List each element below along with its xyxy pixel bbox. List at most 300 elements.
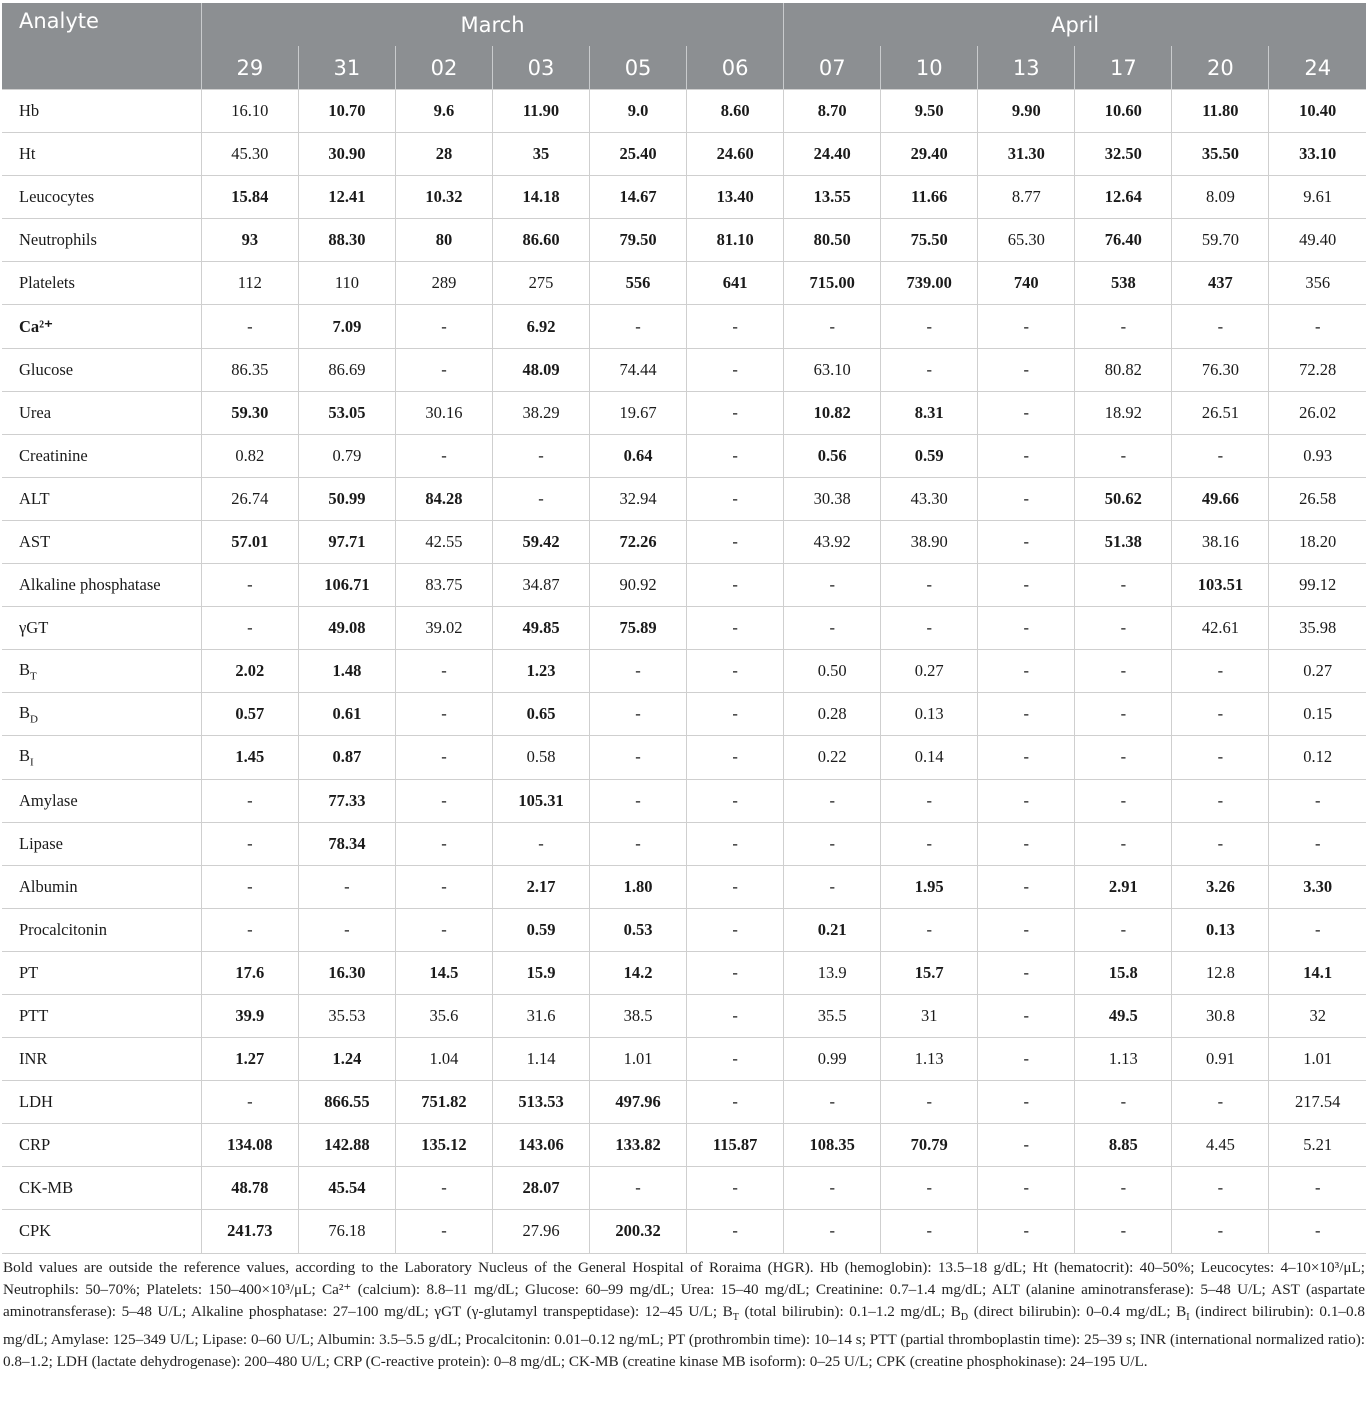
value-cell: - [201, 1081, 298, 1124]
value-cell: - [881, 607, 978, 650]
table-row [2, 779, 1366, 822]
value-cell: - [1075, 736, 1172, 779]
table-row [2, 693, 1366, 736]
analyte-label: Neutrophils [19, 230, 97, 250]
value-cell: 45.54 [298, 1167, 395, 1210]
value-cell: - [492, 822, 589, 865]
value-cell: 32.50 [1075, 133, 1172, 176]
value-cell: - [201, 865, 298, 908]
value-cell: - [1172, 305, 1269, 348]
value-cell: - [201, 305, 298, 348]
day-header: 03 [492, 46, 589, 90]
table-row [2, 176, 1366, 219]
value-cell: 76.40 [1075, 219, 1172, 262]
analyte-name [2, 520, 201, 563]
day-header: 07 [784, 46, 881, 90]
value-cell: - [784, 1167, 881, 1210]
value-cell: - [395, 1210, 492, 1253]
analyte-label: PTT [19, 1006, 49, 1026]
value-cell: - [1075, 693, 1172, 736]
analyte-name [2, 1210, 201, 1253]
value-cell: 49.66 [1172, 477, 1269, 520]
analyte-label: LDH [19, 1092, 53, 1112]
value-cell: 7.09 [298, 305, 395, 348]
value-cell: - [1269, 779, 1366, 822]
value-cell: - [1075, 1081, 1172, 1124]
analyte-name [2, 262, 201, 305]
analyte-name [2, 951, 201, 994]
value-cell: 78.34 [298, 822, 395, 865]
table-row [2, 607, 1366, 650]
value-cell: 28.07 [492, 1167, 589, 1210]
value-cell: 57.01 [201, 520, 298, 563]
value-cell: 80 [395, 219, 492, 262]
value-cell: - [395, 434, 492, 477]
value-cell: 75.89 [590, 607, 687, 650]
analyte-name [2, 305, 201, 348]
value-cell: 26.51 [1172, 391, 1269, 434]
value-cell: 12.41 [298, 176, 395, 219]
day-header: 20 [1172, 46, 1269, 90]
table-footnote: Bold values are outside the reference values, according to the Laboratory Nucleus of the General Hospital of Roraima (HGR). Hb (hemoglobin): 13.5–18 g/dL; Ht (hematocrit): 40–50%; Leucocytes: 4–10×10³/μL; Neutrophils: 50–70%; Platelets: 150–400×10³/μL; Ca²⁺ (calcium): 8.8–11 mg/dL; Glucose: 60–99 mg/dL; Urea: 15–40 mg/dL; Creatinine: 0.7–1.4 mg/dL; ALT (alanine aminotransferase): 5–48 U/L; AST (aspartate aminotransferase): 5–48 U/L; Alkaline phosphatase: 27–100 mg/dL; γGT (γ-glutamyl transpeptidase): 12–45 U/L; $B_T$ (total bilirubin): 0.1–1.2 mg/dL; $B_D$ (direct bilirubin): 0–0.4 mg/dL; $B_I$ (indirect bilirubin): 0.1–0.8 mg/dL; Amylase: 125–349 U/L; Lipase: 0–60 U/L; Albumin: 3.5–5.5 g/dL; Procalcitonin: 0.01–0.12 ng/mL; PT (prothrombin time): 10–14 s; PTT (partial thromboplastin time): 25–39 s; INR (international normalized ratio): 0.8–1.2; LDH (lactate dehydrogenase): 200–480 U/L; CRP (C-reactive protein): 0–8 mg/dL; CK-MB (creatine kinase MB isoform): 0–25 U/L; CPK (creatine phosphokinase): 24–195 U/L. [3, 1259, 1365, 1371]
value-cell: 25.40 [590, 133, 687, 176]
analyte-name [2, 391, 201, 434]
value-cell: 135.12 [395, 1124, 492, 1167]
analyte-label: Albumin [19, 876, 78, 896]
value-cell: 200.32 [590, 1210, 687, 1253]
value-cell: - [881, 1081, 978, 1124]
value-cell: - [1075, 1167, 1172, 1210]
value-cell: - [1075, 779, 1172, 822]
analyte-subscript: T [30, 670, 37, 683]
value-cell: - [1269, 1167, 1366, 1210]
value-cell: - [590, 650, 687, 693]
value-cell: 59.30 [201, 391, 298, 434]
value-cell: 0.13 [1172, 908, 1269, 951]
value-cell: 356 [1269, 262, 1366, 305]
value-cell: 86.69 [298, 348, 395, 391]
value-cell: - [1075, 650, 1172, 693]
value-cell: 0.15 [1269, 693, 1366, 736]
analyte-name [2, 994, 201, 1037]
value-cell: - [395, 650, 492, 693]
value-cell: 437 [1172, 262, 1269, 305]
value-cell: 8.60 [687, 90, 784, 133]
value-cell: - [201, 908, 298, 951]
value-cell: 0.64 [590, 434, 687, 477]
month-header-april: April [784, 3, 1366, 46]
value-cell: 38.5 [590, 994, 687, 1037]
value-cell: 1.01 [1269, 1038, 1366, 1081]
value-cell: - [1075, 434, 1172, 477]
value-cell: - [687, 951, 784, 994]
value-cell: 12.64 [1075, 176, 1172, 219]
value-cell: 27.96 [492, 1210, 589, 1253]
value-cell: 29.40 [881, 133, 978, 176]
value-cell: 14.1 [1269, 951, 1366, 994]
value-cell: 9.0 [590, 90, 687, 133]
table-row [2, 262, 1366, 305]
value-cell: 134.08 [201, 1124, 298, 1167]
value-cell: 0.28 [784, 693, 881, 736]
value-cell: 86.35 [201, 348, 298, 391]
value-cell: 72.26 [590, 520, 687, 563]
value-cell: - [687, 434, 784, 477]
value-cell: 740 [978, 262, 1075, 305]
value-cell: 108.35 [784, 1124, 881, 1167]
value-cell: 76.30 [1172, 348, 1269, 391]
value-cell: - [978, 1167, 1075, 1210]
value-cell: 751.82 [395, 1081, 492, 1124]
table-row [2, 822, 1366, 865]
value-cell: 28 [395, 133, 492, 176]
value-cell: 0.22 [784, 736, 881, 779]
analyte-label: ALT [19, 488, 50, 508]
value-cell: - [1172, 822, 1269, 865]
value-cell: - [1172, 1210, 1269, 1253]
value-cell: - [201, 822, 298, 865]
value-cell: - [1075, 564, 1172, 607]
value-cell: - [784, 564, 881, 607]
analyte-name [2, 133, 201, 176]
analyte-label: Leucocytes [19, 187, 95, 207]
value-cell: 50.99 [298, 477, 395, 520]
value-cell: 641 [687, 262, 784, 305]
value-cell: - [978, 607, 1075, 650]
value-cell: 866.55 [298, 1081, 395, 1124]
value-cell: 10.70 [298, 90, 395, 133]
value-cell: 9.90 [978, 90, 1075, 133]
value-cell: - [1172, 693, 1269, 736]
table-row [2, 865, 1366, 908]
value-cell: 8.85 [1075, 1124, 1172, 1167]
value-cell: - [1172, 779, 1269, 822]
value-cell: 715.00 [784, 262, 881, 305]
value-cell: 8.09 [1172, 176, 1269, 219]
value-cell: 31.30 [978, 133, 1075, 176]
day-header: 24 [1269, 46, 1366, 90]
value-cell: - [1269, 1210, 1366, 1253]
analyte-name [2, 1124, 201, 1167]
value-cell: 31.6 [492, 994, 589, 1037]
value-cell: 13.9 [784, 951, 881, 994]
value-cell: - [687, 391, 784, 434]
value-cell: 14.18 [492, 176, 589, 219]
value-cell: 275 [492, 262, 589, 305]
value-cell: 0.27 [881, 650, 978, 693]
analyte-name [2, 176, 201, 219]
analyte-label: INR [19, 1049, 48, 1069]
value-cell: 35.53 [298, 994, 395, 1037]
value-cell: - [492, 477, 589, 520]
value-cell: 38.29 [492, 391, 589, 434]
value-cell: 497.96 [590, 1081, 687, 1124]
analyte-name [2, 607, 201, 650]
value-cell: 143.06 [492, 1124, 589, 1167]
value-cell: 142.88 [298, 1124, 395, 1167]
value-cell: - [978, 822, 1075, 865]
value-cell: 241.73 [201, 1210, 298, 1253]
table-row [2, 736, 1366, 779]
value-cell: 0.50 [784, 650, 881, 693]
table-row [2, 951, 1366, 994]
value-cell: 0.13 [881, 693, 978, 736]
value-cell: 30.90 [298, 133, 395, 176]
analyte-name [2, 779, 201, 822]
analyte-name [2, 219, 201, 262]
value-cell: - [687, 865, 784, 908]
value-cell: - [978, 1081, 1075, 1124]
value-cell: 30.38 [784, 477, 881, 520]
value-cell: 513.53 [492, 1081, 589, 1124]
value-cell: - [1269, 908, 1366, 951]
analyte-label: Ca²⁺ [19, 316, 53, 336]
value-cell: 48.78 [201, 1167, 298, 1210]
value-cell: 42.55 [395, 520, 492, 563]
value-cell: 38.90 [881, 520, 978, 563]
value-cell: 53.05 [298, 391, 395, 434]
value-cell: 0.57 [201, 693, 298, 736]
value-cell: 80.50 [784, 219, 881, 262]
value-cell: 105.31 [492, 779, 589, 822]
value-cell: 1.13 [881, 1038, 978, 1081]
value-cell: - [881, 779, 978, 822]
value-cell: 18.20 [1269, 520, 1366, 563]
value-cell: 133.82 [590, 1124, 687, 1167]
value-cell: 1.01 [590, 1038, 687, 1081]
day-header: 02 [395, 46, 492, 90]
value-cell: - [881, 348, 978, 391]
value-cell: 49.40 [1269, 219, 1366, 262]
value-cell: 115.87 [687, 1124, 784, 1167]
analyte-label: Lipase [19, 833, 63, 853]
analyte-label: γGT [19, 618, 49, 638]
value-cell: 1.24 [298, 1038, 395, 1081]
table-row [2, 305, 1366, 348]
analyte-name [2, 434, 201, 477]
value-cell: 14.2 [590, 951, 687, 994]
value-cell: 59.42 [492, 520, 589, 563]
value-cell: - [298, 865, 395, 908]
value-cell: 739.00 [881, 262, 978, 305]
value-cell: 97.71 [298, 520, 395, 563]
value-cell: 13.55 [784, 176, 881, 219]
value-cell: 32 [1269, 994, 1366, 1037]
analyte-subscript: D [30, 713, 38, 726]
table-row [2, 650, 1366, 693]
value-cell: - [978, 305, 1075, 348]
analyte-label: AST [19, 531, 51, 551]
value-cell: - [978, 736, 1075, 779]
value-cell: - [590, 779, 687, 822]
analyte-label: CPK [19, 1221, 52, 1241]
table-row [2, 1210, 1366, 1253]
value-cell: 59.70 [1172, 219, 1269, 262]
value-cell: 3.30 [1269, 865, 1366, 908]
value-cell: 112 [201, 262, 298, 305]
value-cell: 75.50 [881, 219, 978, 262]
value-cell: - [687, 520, 784, 563]
value-cell: - [784, 607, 881, 650]
analyte-label: CK-MB [19, 1178, 74, 1198]
value-cell: 76.18 [298, 1210, 395, 1253]
value-cell: 0.14 [881, 736, 978, 779]
value-cell: - [687, 908, 784, 951]
value-cell: 16.30 [298, 951, 395, 994]
value-cell: 93 [201, 219, 298, 262]
value-cell: - [978, 477, 1075, 520]
value-cell: 72.28 [1269, 348, 1366, 391]
value-cell: 39.9 [201, 994, 298, 1037]
value-cell: 77.33 [298, 779, 395, 822]
analyte-name [2, 564, 201, 607]
value-cell: - [395, 865, 492, 908]
value-cell: - [978, 951, 1075, 994]
analyte-label: B [19, 660, 31, 680]
value-cell: - [784, 779, 881, 822]
value-cell: 35 [492, 133, 589, 176]
value-cell: - [687, 822, 784, 865]
value-cell: - [687, 779, 784, 822]
day-header: 06 [687, 46, 784, 90]
value-cell: 8.31 [881, 391, 978, 434]
value-cell: 43.92 [784, 520, 881, 563]
value-cell: 2.02 [201, 650, 298, 693]
value-cell: 0.91 [1172, 1038, 1269, 1081]
value-cell: - [687, 477, 784, 520]
analyte-label: Procalcitonin [19, 919, 107, 939]
value-cell: 15.9 [492, 951, 589, 994]
value-cell: 0.27 [1269, 650, 1366, 693]
value-cell: 51.38 [1075, 520, 1172, 563]
analyte-label: Amylase [19, 790, 78, 810]
value-cell: - [395, 305, 492, 348]
value-cell: 0.59 [881, 434, 978, 477]
value-cell: 24.60 [687, 133, 784, 176]
analyte-name [2, 822, 201, 865]
value-cell: 14.5 [395, 951, 492, 994]
value-cell: - [201, 779, 298, 822]
value-cell: 538 [1075, 262, 1172, 305]
day-header: 10 [881, 46, 978, 90]
value-cell: - [687, 564, 784, 607]
value-cell: 26.58 [1269, 477, 1366, 520]
value-cell: 0.93 [1269, 434, 1366, 477]
value-cell: - [1075, 908, 1172, 951]
value-cell: - [978, 434, 1075, 477]
value-cell: - [687, 1038, 784, 1081]
value-cell: - [784, 305, 881, 348]
month-header-march: March [201, 3, 783, 46]
value-cell: 0.79 [298, 434, 395, 477]
value-cell: - [978, 1038, 1075, 1081]
table-row [2, 1081, 1366, 1124]
value-cell: 1.45 [201, 736, 298, 779]
value-cell: 9.50 [881, 90, 978, 133]
value-cell: 9.6 [395, 90, 492, 133]
value-cell: 10.60 [1075, 90, 1172, 133]
value-cell: - [395, 1167, 492, 1210]
analyte-name [2, 693, 201, 736]
analyte-name [2, 908, 201, 951]
value-cell: - [298, 908, 395, 951]
value-cell: 0.59 [492, 908, 589, 951]
value-cell: - [784, 1210, 881, 1253]
value-cell: - [978, 564, 1075, 607]
analyte-label: PT [19, 962, 39, 982]
value-cell: 0.58 [492, 736, 589, 779]
value-cell: 34.87 [492, 564, 589, 607]
value-cell: 81.10 [687, 219, 784, 262]
value-cell: 35.98 [1269, 607, 1366, 650]
value-cell: - [1075, 822, 1172, 865]
value-cell: - [1172, 1167, 1269, 1210]
value-cell: 2.91 [1075, 865, 1172, 908]
analyte-label: B [19, 746, 31, 766]
value-cell: 16.10 [201, 90, 298, 133]
value-cell: 74.44 [590, 348, 687, 391]
table-row [2, 133, 1366, 176]
analyte-label: Glucose [19, 359, 74, 379]
table-row [2, 90, 1366, 133]
value-cell: - [687, 1167, 784, 1210]
value-cell: 1.95 [881, 865, 978, 908]
value-cell: 4.45 [1172, 1124, 1269, 1167]
value-cell: - [1172, 1081, 1269, 1124]
analyte-label: Hb [19, 101, 40, 121]
value-cell: - [881, 1167, 978, 1210]
value-cell: 0.82 [201, 434, 298, 477]
value-cell: 13.40 [687, 176, 784, 219]
analyte-label: B [19, 703, 31, 723]
value-cell: - [201, 607, 298, 650]
value-cell: 26.02 [1269, 391, 1366, 434]
analyte-column-header: Analyte [2, 3, 201, 90]
value-cell: - [1172, 434, 1269, 477]
value-cell: 30.8 [1172, 994, 1269, 1037]
value-cell: - [978, 865, 1075, 908]
value-cell: 10.82 [784, 391, 881, 434]
table-body [2, 90, 1366, 1254]
value-cell: - [687, 650, 784, 693]
value-cell: 90.92 [590, 564, 687, 607]
value-cell: 5.21 [1269, 1124, 1366, 1167]
analyte-name [2, 736, 201, 779]
value-cell: - [590, 822, 687, 865]
table-row [2, 434, 1366, 477]
table-row [2, 391, 1366, 434]
value-cell: 2.17 [492, 865, 589, 908]
value-cell: 0.56 [784, 434, 881, 477]
value-cell: 106.71 [298, 564, 395, 607]
value-cell: - [978, 391, 1075, 434]
value-cell: - [687, 994, 784, 1037]
value-cell: - [978, 1210, 1075, 1253]
analyte-name [2, 865, 201, 908]
value-cell: - [395, 908, 492, 951]
value-cell: - [881, 564, 978, 607]
value-cell: 110 [298, 262, 395, 305]
analyte-name [2, 90, 201, 133]
value-cell: 84.28 [395, 477, 492, 520]
value-cell: - [784, 822, 881, 865]
table-row [2, 348, 1366, 391]
value-cell: - [1269, 822, 1366, 865]
value-cell: 35.50 [1172, 133, 1269, 176]
value-cell: - [881, 1210, 978, 1253]
value-cell: - [881, 822, 978, 865]
value-cell: - [784, 1081, 881, 1124]
